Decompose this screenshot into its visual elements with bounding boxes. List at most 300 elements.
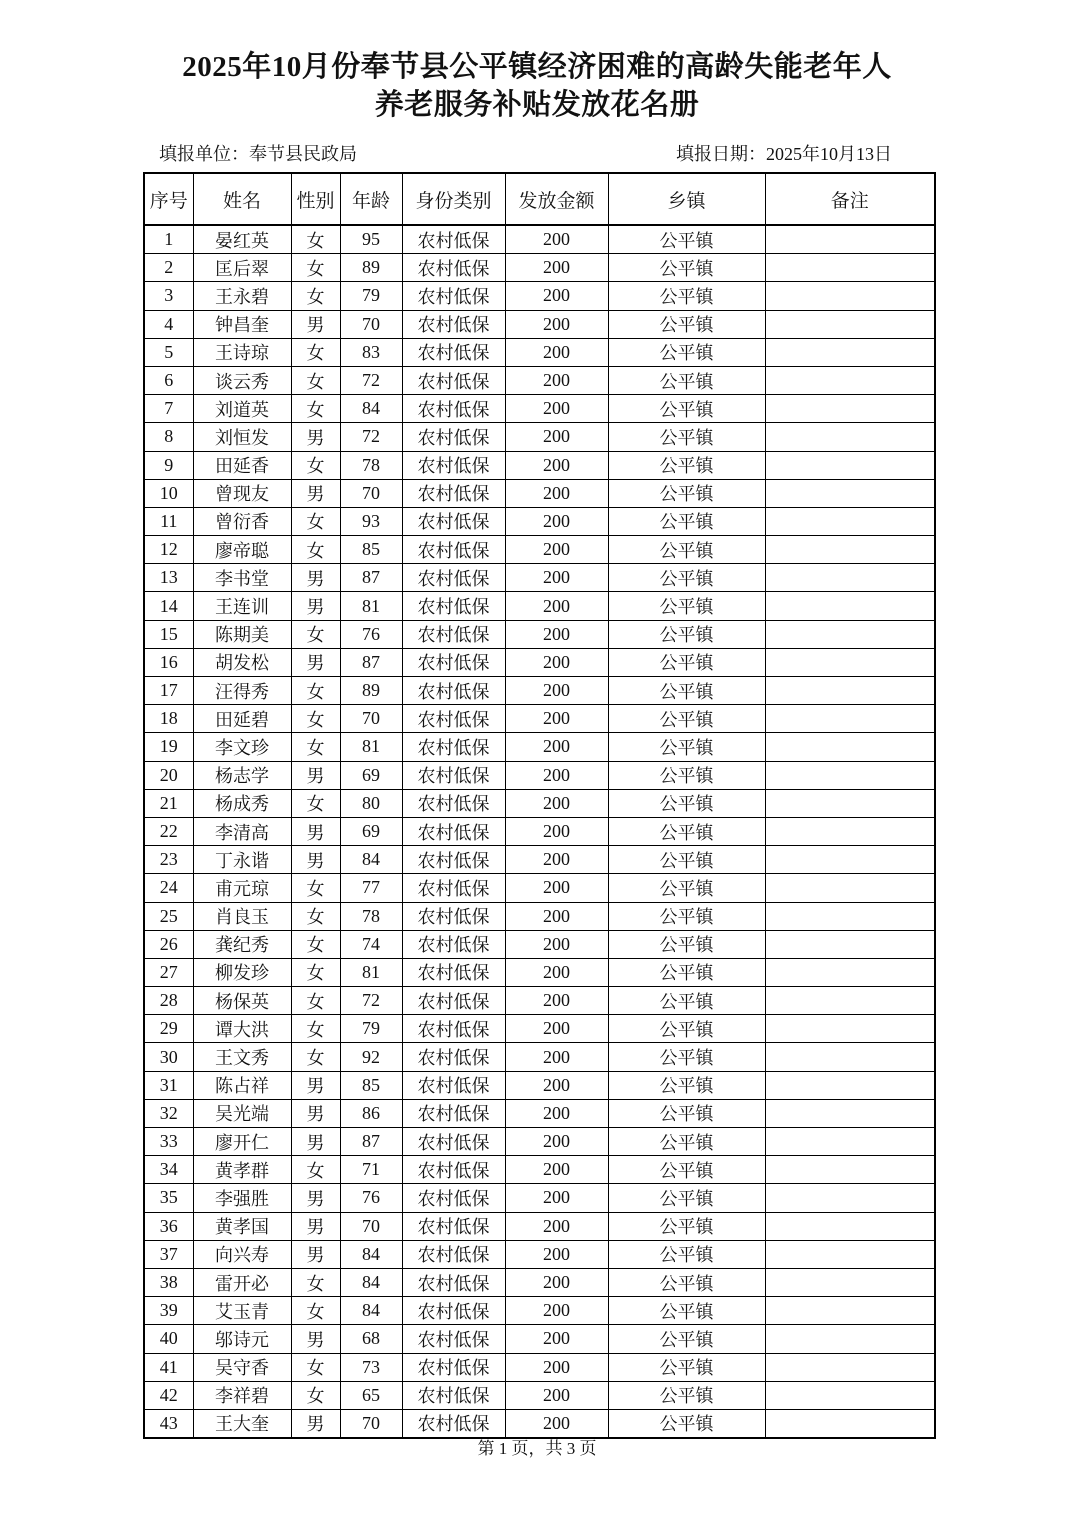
cell-age: 84 xyxy=(340,846,402,874)
cell-identity-type: 农村低保 xyxy=(402,1184,505,1212)
cell-serial: 26 xyxy=(144,930,193,958)
cell-name: 王诗琼 xyxy=(193,338,291,366)
table-row xyxy=(144,310,935,338)
cell-note xyxy=(765,395,935,423)
cell-identity-type: 农村低保 xyxy=(402,733,505,761)
cell-age: 74 xyxy=(340,930,402,958)
cell-serial: 17 xyxy=(144,677,193,705)
cell-age: 65 xyxy=(340,1381,402,1409)
cell-town: 公平镇 xyxy=(608,705,765,733)
cell-amount: 200 xyxy=(505,1409,608,1438)
cell-note xyxy=(765,507,935,535)
cell-serial: 24 xyxy=(144,874,193,902)
cell-town: 公平镇 xyxy=(608,817,765,845)
cell-town: 公平镇 xyxy=(608,958,765,986)
cell-age: 78 xyxy=(340,451,402,479)
cell-amount: 200 xyxy=(505,789,608,817)
cell-identity-type: 农村低保 xyxy=(402,817,505,845)
column-header-town: 乡镇 xyxy=(608,173,765,225)
cell-gender: 女 xyxy=(291,677,340,705)
cell-identity-type: 农村低保 xyxy=(402,451,505,479)
cell-identity-type: 农村低保 xyxy=(402,282,505,310)
cell-amount: 200 xyxy=(505,1212,608,1240)
cell-age: 70 xyxy=(340,310,402,338)
cell-age: 92 xyxy=(340,1043,402,1071)
cell-town: 公平镇 xyxy=(608,507,765,535)
cell-note xyxy=(765,761,935,789)
cell-serial: 35 xyxy=(144,1184,193,1212)
cell-age: 87 xyxy=(340,564,402,592)
cell-town: 公平镇 xyxy=(608,620,765,648)
cell-note xyxy=(765,225,935,254)
cell-age: 70 xyxy=(340,705,402,733)
cell-name: 廖帝聪 xyxy=(193,536,291,564)
cell-gender: 女 xyxy=(291,451,340,479)
cell-town: 公平镇 xyxy=(608,282,765,310)
cell-town: 公平镇 xyxy=(608,1015,765,1043)
cell-note xyxy=(765,1325,935,1353)
table-row xyxy=(144,1325,935,1353)
cell-serial: 3 xyxy=(144,282,193,310)
cell-amount: 200 xyxy=(505,1240,608,1268)
cell-age: 70 xyxy=(340,1409,402,1438)
table-row xyxy=(144,902,935,930)
table-row xyxy=(144,282,935,310)
cell-gender: 男 xyxy=(291,1071,340,1099)
column-header-serial: 序号 xyxy=(144,173,193,225)
cell-amount: 200 xyxy=(505,423,608,451)
cell-town: 公平镇 xyxy=(608,1409,765,1438)
cell-identity-type: 农村低保 xyxy=(402,225,505,254)
cell-amount: 200 xyxy=(505,1128,608,1156)
table-row xyxy=(144,1071,935,1099)
cell-name: 吴守香 xyxy=(193,1353,291,1381)
cell-age: 76 xyxy=(340,620,402,648)
cell-amount: 200 xyxy=(505,564,608,592)
cell-town: 公平镇 xyxy=(608,987,765,1015)
cell-name: 晏红英 xyxy=(193,225,291,254)
table-row xyxy=(144,1381,935,1409)
cell-town: 公平镇 xyxy=(608,761,765,789)
cell-gender: 女 xyxy=(291,874,340,902)
cell-town: 公平镇 xyxy=(608,648,765,676)
cell-name: 雷开必 xyxy=(193,1268,291,1296)
page-number: 第 1 页，共 3 页 xyxy=(477,1439,597,1458)
cell-identity-type: 农村低保 xyxy=(402,536,505,564)
cell-name: 王永碧 xyxy=(193,282,291,310)
cell-age: 84 xyxy=(340,1240,402,1268)
cell-amount: 200 xyxy=(505,225,608,254)
table-row xyxy=(144,846,935,874)
table-row xyxy=(144,479,935,507)
cell-serial: 8 xyxy=(144,423,193,451)
column-header-age: 年龄 xyxy=(340,173,402,225)
cell-age: 73 xyxy=(340,1353,402,1381)
cell-name: 李文珍 xyxy=(193,733,291,761)
cell-amount: 200 xyxy=(505,338,608,366)
cell-gender: 男 xyxy=(291,846,340,874)
cell-note xyxy=(765,1212,935,1240)
cell-identity-type: 农村低保 xyxy=(402,1353,505,1381)
cell-note xyxy=(765,282,935,310)
cell-town: 公平镇 xyxy=(608,366,765,394)
cell-serial: 18 xyxy=(144,705,193,733)
table-header-row xyxy=(144,173,935,225)
cell-amount: 200 xyxy=(505,761,608,789)
cell-town: 公平镇 xyxy=(608,1212,765,1240)
cell-identity-type: 农村低保 xyxy=(402,648,505,676)
cell-identity-type: 农村低保 xyxy=(402,1409,505,1438)
cell-town: 公平镇 xyxy=(608,789,765,817)
table-row xyxy=(144,1240,935,1268)
table-row xyxy=(144,366,935,394)
cell-identity-type: 农村低保 xyxy=(402,1268,505,1296)
cell-age: 69 xyxy=(340,817,402,845)
cell-name: 杨保英 xyxy=(193,987,291,1015)
cell-note xyxy=(765,366,935,394)
cell-identity-type: 农村低保 xyxy=(402,564,505,592)
cell-town: 公平镇 xyxy=(608,310,765,338)
cell-gender: 男 xyxy=(291,1212,340,1240)
cell-name: 杨成秀 xyxy=(193,789,291,817)
cell-gender: 女 xyxy=(291,536,340,564)
table-row xyxy=(144,451,935,479)
cell-amount: 200 xyxy=(505,395,608,423)
cell-amount: 200 xyxy=(505,1325,608,1353)
cell-name: 汪得秀 xyxy=(193,677,291,705)
cell-note xyxy=(765,1268,935,1296)
table-row xyxy=(144,225,935,254)
cell-amount: 200 xyxy=(505,1071,608,1099)
table-row xyxy=(144,761,935,789)
cell-name: 田延香 xyxy=(193,451,291,479)
reporting-date: 填报日期：2025年10月13日 xyxy=(676,144,892,164)
cell-gender: 女 xyxy=(291,1353,340,1381)
cell-name: 王文秀 xyxy=(193,1043,291,1071)
cell-serial: 33 xyxy=(144,1128,193,1156)
cell-amount: 200 xyxy=(505,987,608,1015)
cell-gender: 女 xyxy=(291,620,340,648)
cell-name: 胡发松 xyxy=(193,648,291,676)
cell-name: 廖开仁 xyxy=(193,1128,291,1156)
cell-identity-type: 农村低保 xyxy=(402,1099,505,1127)
table-row xyxy=(144,423,935,451)
cell-town: 公平镇 xyxy=(608,1381,765,1409)
cell-note xyxy=(765,1156,935,1184)
cell-name: 肖良玉 xyxy=(193,902,291,930)
table-row xyxy=(144,677,935,705)
cell-name: 谈云秀 xyxy=(193,366,291,394)
cell-identity-type: 农村低保 xyxy=(402,366,505,394)
cell-town: 公平镇 xyxy=(608,592,765,620)
cell-serial: 10 xyxy=(144,479,193,507)
cell-note xyxy=(765,789,935,817)
table-row xyxy=(144,1156,935,1184)
cell-identity-type: 农村低保 xyxy=(402,1381,505,1409)
cell-identity-type: 农村低保 xyxy=(402,846,505,874)
cell-identity-type: 农村低保 xyxy=(402,1212,505,1240)
cell-serial: 38 xyxy=(144,1268,193,1296)
cell-amount: 200 xyxy=(505,1043,608,1071)
cell-identity-type: 农村低保 xyxy=(402,479,505,507)
table-row xyxy=(144,930,935,958)
cell-note xyxy=(765,423,935,451)
cell-name: 王大奎 xyxy=(193,1409,291,1438)
table-row xyxy=(144,958,935,986)
cell-gender: 男 xyxy=(291,761,340,789)
cell-name: 陈占祥 xyxy=(193,1071,291,1099)
cell-identity-type: 农村低保 xyxy=(402,789,505,817)
cell-age: 85 xyxy=(340,1071,402,1099)
cell-identity-type: 农村低保 xyxy=(402,677,505,705)
cell-gender: 男 xyxy=(291,423,340,451)
cell-gender: 男 xyxy=(291,1409,340,1438)
table-row xyxy=(144,987,935,1015)
cell-gender: 男 xyxy=(291,1128,340,1156)
cell-identity-type: 农村低保 xyxy=(402,592,505,620)
cell-amount: 200 xyxy=(505,479,608,507)
cell-amount: 200 xyxy=(505,1156,608,1184)
column-header-amount: 发放金额 xyxy=(505,173,608,225)
cell-identity-type: 农村低保 xyxy=(402,395,505,423)
cell-serial: 9 xyxy=(144,451,193,479)
cell-serial: 41 xyxy=(144,1353,193,1381)
cell-note xyxy=(765,1381,935,1409)
cell-town: 公平镇 xyxy=(608,846,765,874)
cell-name: 谭大洪 xyxy=(193,1015,291,1043)
cell-note xyxy=(765,705,935,733)
cell-name: 向兴寿 xyxy=(193,1240,291,1268)
table-row xyxy=(144,789,935,817)
cell-serial: 23 xyxy=(144,846,193,874)
cell-serial: 22 xyxy=(144,817,193,845)
cell-gender: 女 xyxy=(291,1297,340,1325)
cell-note xyxy=(765,620,935,648)
cell-age: 71 xyxy=(340,1156,402,1184)
cell-amount: 200 xyxy=(505,846,608,874)
cell-serial: 31 xyxy=(144,1071,193,1099)
cell-town: 公平镇 xyxy=(608,395,765,423)
cell-name: 邬诗元 xyxy=(193,1325,291,1353)
cell-name: 钟昌奎 xyxy=(193,310,291,338)
table-row xyxy=(144,395,935,423)
cell-note xyxy=(765,677,935,705)
cell-gender: 女 xyxy=(291,282,340,310)
document-title-line2: 养老服务补贴发放花名册 xyxy=(374,89,700,121)
cell-town: 公平镇 xyxy=(608,423,765,451)
cell-note xyxy=(765,451,935,479)
cell-town: 公平镇 xyxy=(608,1268,765,1296)
meta-row xyxy=(143,143,934,165)
cell-name: 李强胜 xyxy=(193,1184,291,1212)
table-row xyxy=(144,1184,935,1212)
cell-town: 公平镇 xyxy=(608,479,765,507)
cell-gender: 女 xyxy=(291,987,340,1015)
cell-name: 黄孝群 xyxy=(193,1156,291,1184)
cell-age: 84 xyxy=(340,1268,402,1296)
cell-serial: 20 xyxy=(144,761,193,789)
cell-note xyxy=(765,648,935,676)
cell-amount: 200 xyxy=(505,254,608,282)
cell-identity-type: 农村低保 xyxy=(402,507,505,535)
cell-gender: 女 xyxy=(291,395,340,423)
cell-name: 曾衍香 xyxy=(193,507,291,535)
cell-identity-type: 农村低保 xyxy=(402,874,505,902)
roster-table xyxy=(143,172,936,1439)
cell-serial: 30 xyxy=(144,1043,193,1071)
cell-serial: 39 xyxy=(144,1297,193,1325)
cell-amount: 200 xyxy=(505,1268,608,1296)
cell-name: 李清高 xyxy=(193,817,291,845)
cell-identity-type: 农村低保 xyxy=(402,1071,505,1099)
cell-age: 87 xyxy=(340,648,402,676)
cell-identity-type: 农村低保 xyxy=(402,338,505,366)
cell-age: 70 xyxy=(340,479,402,507)
cell-note xyxy=(765,1015,935,1043)
cell-name: 吴光端 xyxy=(193,1099,291,1127)
cell-gender: 女 xyxy=(291,1156,340,1184)
cell-serial: 11 xyxy=(144,507,193,535)
cell-amount: 200 xyxy=(505,648,608,676)
cell-gender: 女 xyxy=(291,338,340,366)
table-row xyxy=(144,733,935,761)
cell-identity-type: 农村低保 xyxy=(402,958,505,986)
cell-serial: 36 xyxy=(144,1212,193,1240)
cell-identity-type: 农村低保 xyxy=(402,1240,505,1268)
cell-gender: 女 xyxy=(291,958,340,986)
cell-serial: 34 xyxy=(144,1156,193,1184)
cell-amount: 200 xyxy=(505,958,608,986)
cell-name: 黄孝国 xyxy=(193,1212,291,1240)
column-header-note: 备注 xyxy=(765,173,935,225)
cell-amount: 200 xyxy=(505,1015,608,1043)
cell-age: 85 xyxy=(340,536,402,564)
cell-serial: 40 xyxy=(144,1325,193,1353)
cell-amount: 200 xyxy=(505,507,608,535)
cell-note xyxy=(765,310,935,338)
cell-serial: 12 xyxy=(144,536,193,564)
cell-serial: 25 xyxy=(144,902,193,930)
cell-age: 72 xyxy=(340,987,402,1015)
cell-town: 公平镇 xyxy=(608,1240,765,1268)
cell-serial: 27 xyxy=(144,958,193,986)
cell-age: 89 xyxy=(340,254,402,282)
cell-name: 艾玉青 xyxy=(193,1297,291,1325)
cell-gender: 男 xyxy=(291,592,340,620)
cell-note xyxy=(765,987,935,1015)
cell-amount: 200 xyxy=(505,1099,608,1127)
cell-amount: 200 xyxy=(505,930,608,958)
table-row xyxy=(144,564,935,592)
cell-identity-type: 农村低保 xyxy=(402,1297,505,1325)
cell-serial: 43 xyxy=(144,1409,193,1438)
cell-town: 公平镇 xyxy=(608,1353,765,1381)
cell-note xyxy=(765,1297,935,1325)
cell-gender: 女 xyxy=(291,789,340,817)
cell-age: 84 xyxy=(340,395,402,423)
column-header-name: 姓名 xyxy=(193,173,291,225)
cell-amount: 200 xyxy=(505,451,608,479)
cell-gender: 男 xyxy=(291,1184,340,1212)
cell-town: 公平镇 xyxy=(608,1099,765,1127)
cell-serial: 14 xyxy=(144,592,193,620)
cell-identity-type: 农村低保 xyxy=(402,761,505,789)
cell-amount: 200 xyxy=(505,902,608,930)
cell-age: 87 xyxy=(340,1128,402,1156)
table-row xyxy=(144,620,935,648)
cell-age: 69 xyxy=(340,761,402,789)
cell-gender: 男 xyxy=(291,1099,340,1127)
cell-town: 公平镇 xyxy=(608,254,765,282)
cell-identity-type: 农村低保 xyxy=(402,1043,505,1071)
cell-note xyxy=(765,338,935,366)
cell-gender: 男 xyxy=(291,648,340,676)
cell-serial: 32 xyxy=(144,1099,193,1127)
cell-age: 86 xyxy=(340,1099,402,1127)
table-row xyxy=(144,1015,935,1043)
table-row xyxy=(144,507,935,535)
cell-gender: 女 xyxy=(291,507,340,535)
cell-identity-type: 农村低保 xyxy=(402,902,505,930)
cell-amount: 200 xyxy=(505,705,608,733)
cell-gender: 女 xyxy=(291,930,340,958)
cell-amount: 200 xyxy=(505,677,608,705)
cell-serial: 13 xyxy=(144,564,193,592)
table-row xyxy=(144,536,935,564)
cell-amount: 200 xyxy=(505,620,608,648)
cell-town: 公平镇 xyxy=(608,930,765,958)
table-row xyxy=(144,592,935,620)
table-row xyxy=(144,1043,935,1071)
cell-amount: 200 xyxy=(505,733,608,761)
cell-name: 陈期美 xyxy=(193,620,291,648)
cell-age: 77 xyxy=(340,874,402,902)
cell-serial: 15 xyxy=(144,620,193,648)
cell-gender: 女 xyxy=(291,1015,340,1043)
table-row xyxy=(144,1353,935,1381)
cell-identity-type: 农村低保 xyxy=(402,1156,505,1184)
cell-age: 93 xyxy=(340,507,402,535)
cell-amount: 200 xyxy=(505,1184,608,1212)
cell-name: 李书堂 xyxy=(193,564,291,592)
cell-identity-type: 农村低保 xyxy=(402,930,505,958)
cell-note xyxy=(765,564,935,592)
cell-gender: 女 xyxy=(291,733,340,761)
cell-age: 81 xyxy=(340,958,402,986)
cell-serial: 28 xyxy=(144,987,193,1015)
cell-note xyxy=(765,902,935,930)
cell-age: 72 xyxy=(340,423,402,451)
cell-town: 公平镇 xyxy=(608,874,765,902)
cell-note xyxy=(765,817,935,845)
cell-age: 84 xyxy=(340,1297,402,1325)
cell-age: 89 xyxy=(340,677,402,705)
table-row xyxy=(144,1268,935,1296)
cell-amount: 200 xyxy=(505,282,608,310)
table-row xyxy=(144,874,935,902)
cell-town: 公平镇 xyxy=(608,1156,765,1184)
cell-amount: 200 xyxy=(505,310,608,338)
cell-serial: 16 xyxy=(144,648,193,676)
table-row xyxy=(144,254,935,282)
document-title-line1: 2025年10月份奉节县公平镇经济困难的高龄失能老年人 xyxy=(182,51,892,83)
cell-amount: 200 xyxy=(505,1381,608,1409)
reporting-unit: 填报单位：奉节县民政局 xyxy=(159,144,357,164)
cell-name: 田延碧 xyxy=(193,705,291,733)
document-title xyxy=(0,48,1074,124)
cell-identity-type: 农村低保 xyxy=(402,1325,505,1353)
cell-gender: 女 xyxy=(291,225,340,254)
